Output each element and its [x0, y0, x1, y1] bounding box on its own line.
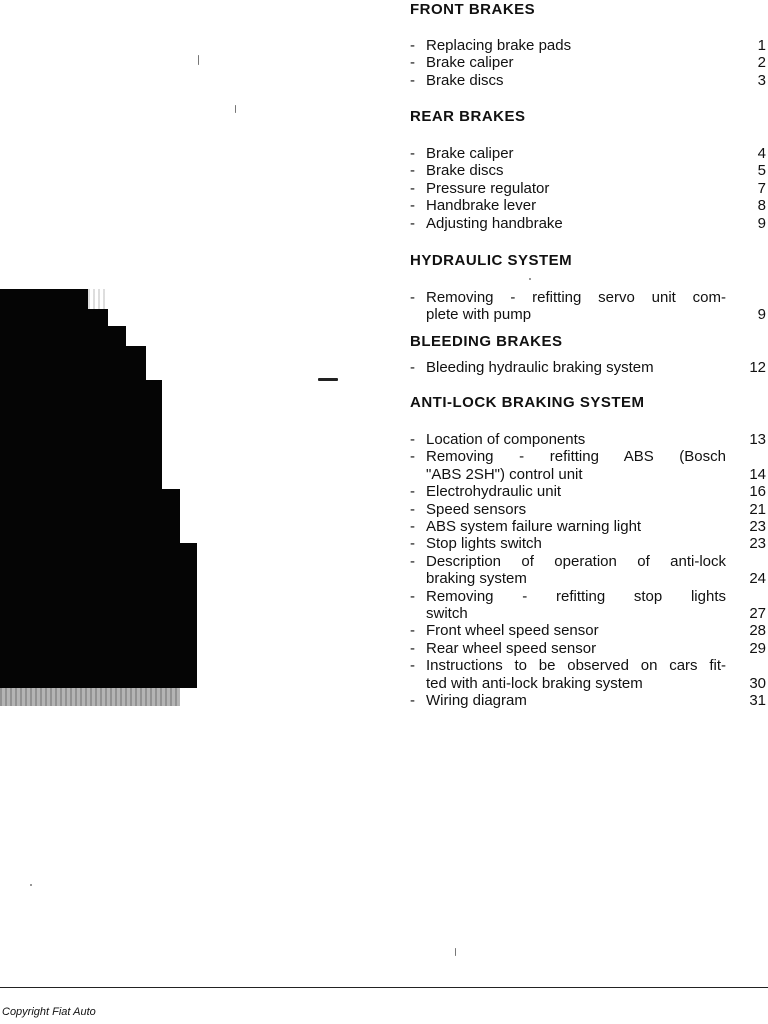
entry-page-number: 9	[757, 306, 766, 324]
entry-bullet: -	[410, 657, 415, 675]
entry-title: Brake discs	[426, 71, 504, 89]
toc-entry	[410, 359, 766, 376]
entry-title: Pressure regulator	[426, 179, 550, 197]
entry-bullet: -	[410, 54, 415, 72]
entry-title: Stop lights switch	[426, 535, 542, 553]
entry-bullet: -	[410, 587, 415, 605]
toc-entry	[410, 692, 766, 709]
entry-page-number: 7	[757, 179, 766, 197]
entry-title: Brake discs	[426, 162, 504, 180]
entry-title: Removing - refitting stop lights	[426, 587, 726, 605]
toc-entry	[410, 483, 766, 500]
entry-page-number: 23	[749, 518, 766, 535]
entry-page-number: 27	[749, 604, 766, 622]
toc-entry	[410, 588, 766, 623]
entry-page-number: 13	[749, 431, 766, 448]
entry-title: ABS system failure warning light	[426, 518, 642, 535]
entry-title: Replacing brake pads	[426, 37, 572, 54]
entry-page-number: 28	[749, 622, 766, 640]
section-heading: FRONT BRAKES	[410, 1, 536, 18]
toc-entry	[410, 37, 766, 54]
toc-entry	[410, 289, 766, 324]
entry-bullet: -	[410, 622, 415, 640]
toc-entry	[410, 640, 766, 657]
entry-bullet: -	[410, 71, 415, 89]
entry-title: Brake caliper	[426, 145, 514, 162]
toc-entry	[410, 145, 766, 162]
entry-bullet: -	[410, 179, 415, 197]
entry-page-number: 8	[757, 197, 766, 215]
toc-entry	[410, 162, 766, 179]
entry-bullet: -	[410, 431, 415, 448]
section-heading: BLEEDING BRAKES	[410, 333, 563, 350]
entry-page-number: 12	[749, 359, 766, 376]
entry-title: Location of components	[426, 431, 586, 448]
entry-bullet: -	[410, 692, 415, 709]
entry-title: plete with pump	[426, 306, 532, 324]
toc-entry	[410, 518, 766, 535]
entry-title: Removing - refitting ABS (Bosch	[426, 448, 726, 466]
entry-title: Wiring diagram	[426, 692, 527, 709]
entry-bullet: -	[410, 518, 415, 535]
entry-page-number: 31	[749, 692, 766, 709]
entry-page-number: 4	[757, 145, 766, 162]
toc-entry	[410, 215, 766, 232]
copyright-text: Copyright Fiat Auto	[2, 1006, 96, 1018]
entry-title: Removing - refitting servo unit com-	[426, 289, 726, 306]
entry-title: Description of operation of anti-lock	[426, 552, 726, 570]
entry-bullet: -	[410, 535, 415, 553]
entry-title: Front wheel speed sensor	[426, 622, 599, 640]
toc-entry	[410, 180, 766, 197]
entry-bullet: -	[410, 289, 415, 306]
entry-title: Handbrake lever	[426, 197, 537, 215]
entry-bullet: -	[410, 448, 415, 466]
entry-page-number: 14	[749, 465, 766, 483]
toc-entry	[410, 553, 766, 588]
entry-page-number: 23	[749, 535, 766, 553]
entry-title: ted with anti-lock braking system	[426, 674, 643, 692]
toc-entry	[410, 657, 766, 692]
entry-title: braking system	[426, 570, 527, 588]
entry-page-number: 3	[757, 71, 766, 89]
entry-page-number: 21	[749, 500, 766, 518]
entry-bullet: -	[410, 500, 415, 518]
entry-title: Bleeding hydraulic braking system	[426, 359, 654, 376]
entry-page-number: 5	[757, 162, 766, 180]
toc-entry	[410, 197, 766, 214]
toc-entry	[410, 535, 766, 552]
toc-entry	[410, 54, 766, 71]
entry-page-number: 2	[757, 54, 766, 72]
entry-bullet: -	[410, 37, 415, 54]
entry-title: Rear wheel speed sensor	[426, 639, 597, 657]
entry-bullet: -	[410, 197, 415, 215]
toc-entry	[410, 431, 766, 448]
entry-title: "ABS 2SH") control unit	[426, 465, 583, 483]
entry-bullet: -	[410, 552, 415, 570]
entry-title: Instructions to be observed on cars fit-	[426, 657, 726, 675]
entry-page-number: 9	[757, 214, 766, 232]
toc-entry	[410, 622, 766, 639]
entry-page-number: 24	[749, 570, 766, 588]
footer-rule	[0, 987, 768, 988]
entry-title: Speed sensors	[426, 500, 527, 518]
entry-bullet: -	[410, 359, 415, 376]
entry-title: Adjusting handbrake	[426, 214, 563, 232]
section-heading: HYDRAULIC SYSTEM	[410, 252, 573, 269]
entry-page-number: 16	[749, 483, 766, 501]
entry-bullet: -	[410, 162, 415, 180]
entry-page-number: 29	[749, 639, 766, 657]
entry-bullet: -	[410, 639, 415, 657]
entry-title: switch	[426, 604, 468, 622]
toc-entry	[410, 501, 766, 518]
entry-title: Electrohydraulic unit	[426, 483, 562, 501]
toc-entry	[410, 448, 766, 483]
toc-entry	[410, 72, 766, 89]
section-heading: REAR BRAKES	[410, 108, 526, 125]
entry-bullet: -	[410, 483, 415, 501]
entry-title: Brake caliper	[426, 54, 514, 72]
section-heading: ANTI-LOCK BRAKING SYSTEM	[410, 394, 645, 411]
entry-page-number: 1	[757, 37, 766, 54]
entry-bullet: -	[410, 145, 415, 162]
entry-bullet: -	[410, 214, 415, 232]
entry-page-number: 30	[749, 674, 766, 692]
